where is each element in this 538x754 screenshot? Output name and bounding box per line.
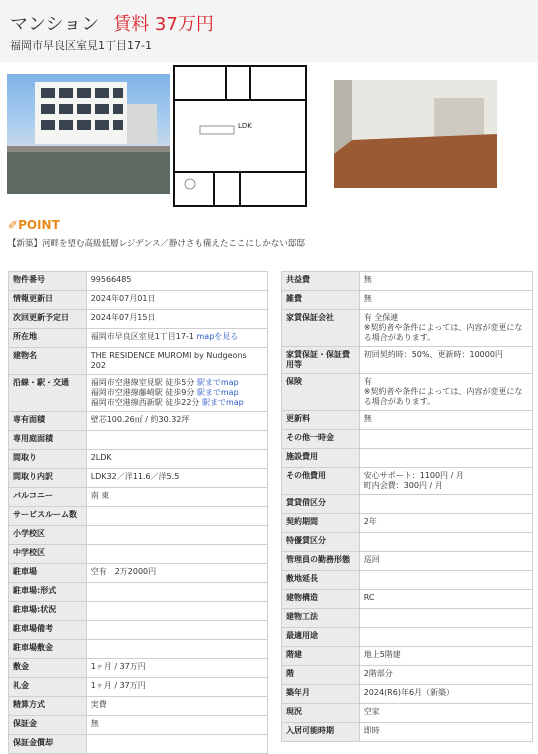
catch-copy: 【新築】河畔を望む高級低層レジデンス／静けさも備えたここにしかない邸邸: [8, 239, 305, 249]
spec-value: [359, 495, 532, 514]
spec-value: [359, 533, 532, 552]
spec-value: [86, 291, 267, 310]
spec-value-text: 巡回: [363, 555, 380, 564]
map-link[interactable]: mapを見る: [193, 332, 239, 341]
spec-label: 賃貸借区分: [282, 495, 360, 514]
spec-value-text: 実費: [90, 700, 107, 709]
spec-value: [86, 602, 267, 621]
station-text: 福岡市空港線藤崎駅 徒歩9分: [90, 388, 197, 397]
spec-label: 駐車場: [9, 564, 87, 583]
table-row: [282, 704, 533, 723]
spec-label: 保険: [282, 374, 360, 411]
spec-label: 現況: [282, 704, 360, 723]
spec-table-left: [8, 271, 268, 754]
spec-value-text: LDK32／洋11.6／洋5.5: [90, 472, 180, 481]
spec-value: [86, 272, 267, 291]
spec-label: 間取り: [9, 450, 87, 469]
spec-value: [359, 310, 532, 347]
spec-value: [359, 291, 532, 310]
spec-label: バルコニー: [9, 488, 87, 507]
station-text: 福岡市空港線西新駅 徒歩22分: [90, 398, 202, 407]
table-row: [282, 468, 533, 495]
table-row: [282, 666, 533, 685]
table-row: [9, 291, 268, 310]
listing-header: [0, 0, 538, 62]
spec-value: [86, 678, 267, 697]
table-row: [9, 678, 268, 697]
table-row: [9, 564, 268, 583]
spec-label: 間取り内訳: [9, 469, 87, 488]
spec-value-text: 空家: [363, 707, 380, 716]
spec-value: [86, 348, 267, 375]
spec-value: [359, 449, 532, 468]
table-row: [282, 514, 533, 533]
spec-value: [86, 564, 267, 583]
spec-value: [359, 723, 532, 742]
table-row: [282, 647, 533, 666]
spec-value-text: 2024(R6)年6月（新築）: [363, 688, 455, 697]
spec-value-text: RC: [363, 593, 375, 602]
spec-label: 駐車場備考: [9, 621, 87, 640]
spec-value: [86, 329, 267, 348]
spec-value: [359, 411, 532, 430]
listing-address: 福岡市早良区室見1丁目17-1: [10, 39, 152, 52]
table-row: [282, 347, 533, 374]
spec-label: その他費用: [282, 468, 360, 495]
spec-label: 敷地延長: [282, 571, 360, 590]
spec-label: 小学校区: [9, 526, 87, 545]
station-text: 福岡市空港線室見駅 徒歩5分: [90, 378, 197, 387]
spec-label: 礼金: [9, 678, 87, 697]
spec-label: 階: [282, 666, 360, 685]
station-line: [91, 398, 263, 408]
spec-value-text: 初回契約時：50%、更新時：10000円: [363, 350, 503, 359]
spec-value: [86, 659, 267, 678]
spec-label: 管理員の勤務形態: [282, 552, 360, 571]
table-row: [282, 685, 533, 704]
spec-label: 建物工法: [282, 609, 360, 628]
spec-value: [359, 704, 532, 723]
table-row: [282, 310, 533, 347]
table-row: [9, 488, 268, 507]
spec-value-text: 99566485: [90, 275, 132, 284]
spec-value-text: 無: [363, 275, 372, 284]
spec-label: 共益費: [282, 272, 360, 291]
spec-value-text: 地上5階建: [363, 650, 401, 659]
interior-illustration: [334, 80, 497, 188]
spec-label: 所在地: [9, 329, 87, 348]
spec-label: 築年月: [282, 685, 360, 704]
table-row: [9, 469, 268, 488]
table-row: [9, 621, 268, 640]
table-row: [282, 590, 533, 609]
table-row: [9, 507, 268, 526]
point-label: POINT: [18, 218, 60, 232]
spec-value-text: 有 全保連 ※契約者や条件によっては、内容が変更になる場合があります。: [363, 313, 523, 342]
station-map-link[interactable]: 駅までmap: [196, 388, 239, 397]
table-row: [9, 412, 268, 431]
spec-label: 中学校区: [9, 545, 87, 564]
table-row: [282, 552, 533, 571]
spec-value: [86, 431, 267, 450]
spec-value-text: THE RESIDENCE MUROMI by Nudgeons 202: [90, 351, 247, 370]
floorplan[interactable]: [170, 62, 308, 209]
spec-label: 物件番号: [9, 272, 87, 291]
spec-value: [359, 666, 532, 685]
spec-label: 施設費用: [282, 449, 360, 468]
spec-value-text: 無: [90, 719, 99, 728]
spec-value-text: 空有 2万2000円: [90, 567, 157, 576]
spec-value: [86, 488, 267, 507]
station-map-link[interactable]: 駅までmap: [201, 398, 244, 407]
table-row: [9, 526, 268, 545]
spec-label: 家賃保証会社: [282, 310, 360, 347]
spec-value: [359, 347, 532, 374]
spec-label: 駐車場敷金: [9, 640, 87, 659]
spec-label: 保証金償却: [9, 735, 87, 754]
table-row: [9, 545, 268, 564]
spec-label: 家賃保証・保証費用等: [282, 347, 360, 374]
table-row: [9, 431, 268, 450]
spec-value: [359, 571, 532, 590]
table-row: [9, 583, 268, 602]
listing-title: [10, 10, 214, 36]
spec-value: [359, 374, 532, 411]
spec-value-text: 2階部分: [363, 669, 393, 678]
spec-value-text: 有 ※契約者や条件によっては、内容が変更になる場合があります。: [363, 377, 523, 406]
spec-label: 更新料: [282, 411, 360, 430]
spec-value-text: 1ヶ月 / 37万円: [90, 662, 146, 671]
table-row: [9, 716, 268, 735]
spec-value-text: 即時: [363, 726, 380, 735]
spec-label: 沿線・駅・交通: [9, 375, 87, 412]
spec-value-text: 2LDK: [90, 453, 112, 462]
spec-value: [86, 621, 267, 640]
spec-value-text: 無: [363, 294, 372, 303]
table-row: [282, 723, 533, 742]
spec-label: その他一時金: [282, 430, 360, 449]
spec-label: 専用庭面積: [9, 431, 87, 450]
spec-value-text: 2024年07月15日: [90, 313, 156, 322]
table-row: [9, 450, 268, 469]
spec-value: [359, 430, 532, 449]
table-row: [9, 329, 268, 348]
table-row: [282, 272, 533, 291]
spec-label: 専有面積: [9, 412, 87, 431]
table-row: [282, 291, 533, 310]
point-heading: ✐POINT: [8, 218, 60, 232]
spec-value: [86, 583, 267, 602]
table-row: [282, 571, 533, 590]
spec-label: 最適用途: [282, 628, 360, 647]
table-row: [282, 374, 533, 411]
building-illustration: [7, 74, 170, 194]
spec-value: [86, 507, 267, 526]
station-map-link[interactable]: 駅までmap: [196, 378, 239, 387]
spec-value-text: 2024年07月01日: [90, 294, 156, 303]
station-line: [91, 388, 263, 398]
table-row: [9, 310, 268, 329]
spec-value: [86, 412, 267, 431]
table-row: [9, 697, 268, 716]
table-row: [9, 272, 268, 291]
floorplan-label-ldk: LDK: [238, 122, 252, 130]
spec-value: [86, 526, 267, 545]
spec-value: [86, 469, 267, 488]
spec-value-text: 福岡市早良区室見1丁目17-1: [90, 332, 194, 341]
spec-label: 保証金: [9, 716, 87, 735]
table-row: [282, 495, 533, 514]
spec-value: [359, 685, 532, 704]
table-row: [282, 411, 533, 430]
spec-label: サービスルーム数: [9, 507, 87, 526]
table-row: [282, 430, 533, 449]
spec-value-text: 無: [363, 414, 372, 423]
spec-label: 特優賃区分: [282, 533, 360, 552]
spec-label: 駐車場:状況: [9, 602, 87, 621]
spec-value: [86, 310, 267, 329]
spec-value: [359, 272, 532, 291]
spec-table-right: [281, 271, 533, 742]
rent-price: 賃料 37万円: [113, 14, 214, 35]
station-line: [91, 378, 263, 388]
spec-label: 精算方式: [9, 697, 87, 716]
spec-value: [86, 375, 267, 412]
table-row: [9, 659, 268, 678]
spec-value: [86, 697, 267, 716]
spec-value: [359, 552, 532, 571]
spec-label: 契約期間: [282, 514, 360, 533]
spec-value: [359, 628, 532, 647]
table-row: [282, 609, 533, 628]
interior-photo[interactable]: [334, 80, 497, 188]
table-row: [9, 640, 268, 659]
property-type: マンション: [10, 14, 100, 35]
spec-value-text: 壁芯100.26㎡ / 約30.32坪: [90, 415, 190, 424]
spec-value: [359, 609, 532, 628]
spec-label: 建物構造: [282, 590, 360, 609]
spec-label: 入居可能時期: [282, 723, 360, 742]
spec-value: [86, 450, 267, 469]
spec-value: [86, 640, 267, 659]
spec-value: [86, 545, 267, 564]
table-row: [282, 628, 533, 647]
table-row: [9, 348, 268, 375]
building-photo[interactable]: [7, 74, 170, 194]
spec-value: [86, 716, 267, 735]
spec-label: 階建: [282, 647, 360, 666]
spec-label: 建物名: [9, 348, 87, 375]
spec-value-text: 安心サポート：1100円 / 月 町内会費：300円 / 月: [363, 471, 464, 490]
table-row: [9, 602, 268, 621]
floorplan-drawing: [170, 62, 308, 209]
spec-label: 雑費: [282, 291, 360, 310]
spec-value: [359, 468, 532, 495]
spec-value-text: 1ヶ月 / 37万円: [90, 681, 146, 690]
spec-label: 敷金: [9, 659, 87, 678]
spec-value-text: 2年: [363, 517, 377, 526]
table-row: [9, 375, 268, 412]
spec-label: 次回更新予定日: [9, 310, 87, 329]
spec-label: 駐車場:形式: [9, 583, 87, 602]
spec-value: [359, 514, 532, 533]
spec-value: [359, 647, 532, 666]
spec-value-text: 南 東: [90, 491, 110, 500]
spec-label: 情報更新日: [9, 291, 87, 310]
table-row: [282, 449, 533, 468]
table-row: [282, 533, 533, 552]
spec-value: [359, 590, 532, 609]
